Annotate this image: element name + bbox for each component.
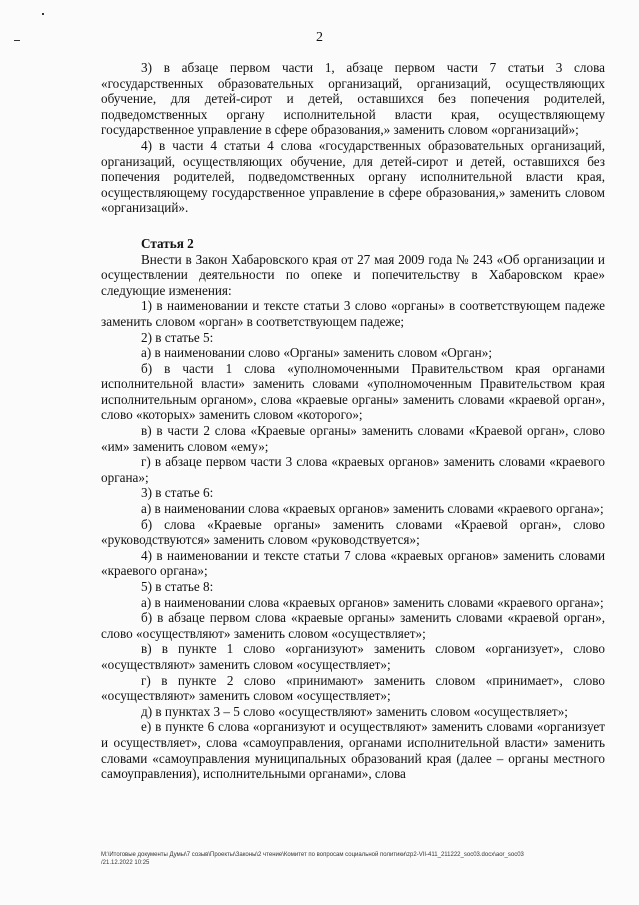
paragraph: Внести в Закон Хабаровского края от 27 мая 2009 года № 243 «Об организации и осуществлении деятельности по опеке и попечительству в Хабаровском крае» следующие изменения: — [101, 251, 605, 298]
footer-date: /21.12.2022 10:25 — [101, 859, 150, 866]
paragraph: 4) в части 4 статьи 4 слова «государственных образовательных организаций, организаций, осуществляющих обучение, для детей-сирот и детей, оставшихся без попечения родителей, подведомственных органу исполнительной власти края, осуществляющему государственное управление в сфере образования,» заменить словом «организаций». — [101, 137, 605, 216]
paragraph: е) в пункте 6 слова «организуют и осуществляют» заменить словами «организует и осуществляет», слова «самоуправления, органами исполнительной власти» заменить словами «самоуправления муниципальных образований края (далее – органы местного самоуправления), исполнительными органами», слова — [101, 719, 605, 782]
paragraph: в) в пункте 1 слово «организуют» заменить словом «организует», слово «осуществляют» заменить словом «осуществляет»; — [101, 641, 605, 672]
spacer — [101, 216, 605, 236]
footer-path: М:\Итоговые документы Думы\7 созыв\Проекты\Законы\2 чтение\Комитет по вопросам социальной политики\zp2-VII-411_211222_soc03.docx\aor_soc03 — [101, 852, 524, 858]
paragraph: 5) в статье 8: — [141, 579, 214, 594]
paragraph: 4) в наименовании и тексте статьи 7 слова «краевых органов» заменить словами «краевого органа»; — [101, 547, 605, 579]
paragraph: б) в части 1 слова «уполномоченными Правительством края органами исполнительной власти» заменить словами «уполномоченным Правительством края исполнительным органом», слова «краевые органы» заменить словами «краевой орган», слово «которых» заменить словом «которого»; — [101, 360, 605, 423]
scan-speck — [42, 13, 44, 15]
paragraph: а) в наименовании слова «краевых органов» заменить словами «краевого органа»; — [141, 501, 604, 517]
paragraph: а) в наименовании слова «краевых органов» заменить словами «краевого органа»; — [141, 594, 604, 610]
paragraph: г) в абзаце первом части 3 слова «краевых органов» заменить словами «краевого органа»; — [101, 454, 605, 485]
paragraph: 2) в статье 5: — [141, 329, 214, 345]
paragraph: 3) в статье 6: — [141, 485, 214, 501]
article-heading: Статья 2 — [141, 235, 194, 251]
paragraph: 1) в наименовании и тексте статьи 3 слово «органы» в соответствующем падеже заменить словом «орган» в соответствующем падеже; — [101, 298, 605, 329]
file-path-footer — [101, 852, 621, 867]
paragraph: а) в наименовании слово «Органы» заменить словом «Орган»; — [141, 345, 492, 361]
paragraph: г) в пункте 2 слово «принимают» заменить словом «принимает», слово «осуществляют» заменить словом «осуществляет»; — [101, 672, 605, 704]
paragraph: д) в пунктах 3 – 5 слово «осуществляют» заменить словом «осуществляет»; — [141, 703, 568, 719]
page-number: 2 — [316, 30, 323, 45]
document-body — [101, 60, 605, 782]
paragraph: в) в части 2 слова «Краевые органы» заменить словами «Краевой орган», слово «им» заменить словом «ему»; — [101, 423, 605, 454]
paragraph: 3) в абзаце первом части 1, абзаце первом части 7 статьи 3 слова «государственных образовательных организаций, организаций, осуществляющих обучение, для детей-сирот и детей, оставшихся без попечения родителей, подведомственных органу исполнительной власти края, осуществляющему государственное управление в сфере образования,» заменить словом «организаций»; — [101, 60, 605, 138]
paragraph: б) слова «Краевые органы» заменить словами «Краевой орган», слово «руководствуются» заменить словом «руководствуется»; — [101, 516, 605, 548]
paragraph: б) в абзаце первом слова «краевые органы» заменить словами «краевой орган», слово «осуществляют» заменить словом «осуществляет»; — [101, 610, 605, 641]
